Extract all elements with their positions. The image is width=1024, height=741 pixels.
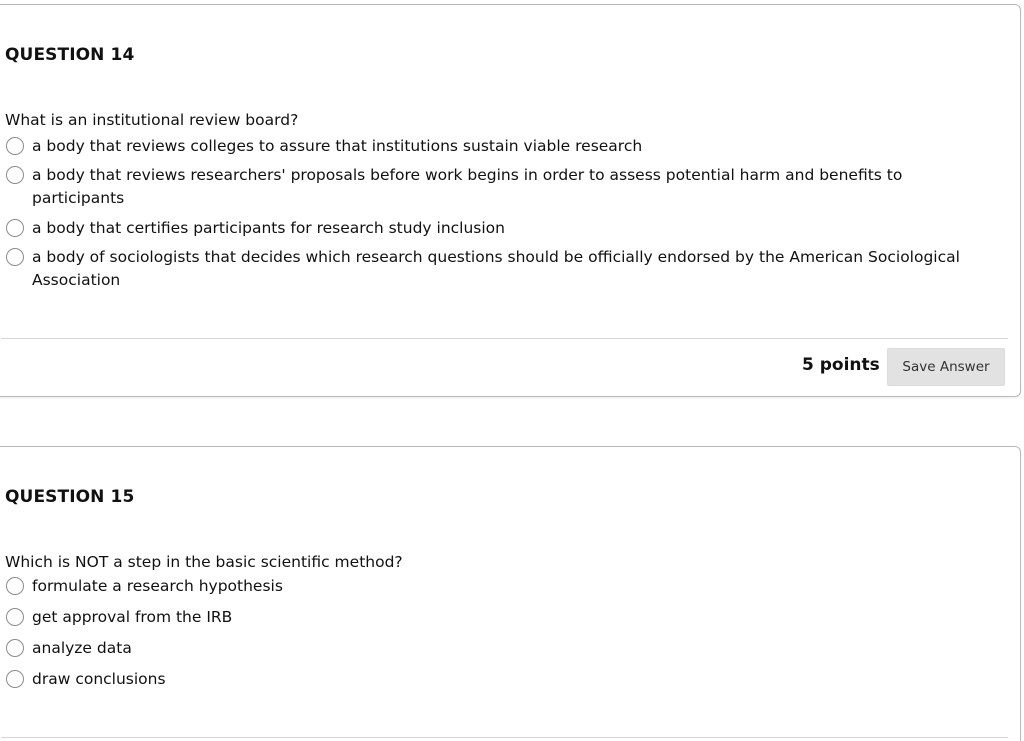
answer-choice[interactable] (6, 575, 966, 598)
question-text: What is an institutional review board? (5, 111, 299, 129)
answer-choice[interactable] (6, 637, 966, 660)
save-answer-button[interactable]: Save Answer (887, 348, 1005, 386)
radio-button[interactable] (6, 219, 24, 237)
radio-button[interactable] (6, 608, 24, 626)
choice-label: get approval from the IRB (32, 608, 233, 626)
radio-button[interactable] (6, 166, 24, 184)
answer-choice[interactable] (6, 217, 966, 240)
answer-choice[interactable] (6, 246, 966, 292)
choice-label: a body of sociologists that decides which research questions should be officially endorsed by the American Sociological Association (32, 248, 960, 289)
answer-choice[interactable] (6, 668, 966, 691)
radio-button[interactable] (6, 137, 24, 155)
answer-choice[interactable] (6, 164, 966, 210)
answer-choices (6, 575, 966, 699)
question-card-15 (0, 446, 1021, 741)
answer-choice[interactable] (6, 606, 966, 629)
radio-button[interactable] (6, 248, 24, 266)
divider (1, 737, 1008, 738)
answer-choice[interactable] (6, 135, 966, 158)
choice-label: a body that reviews researchers' proposals before work begins in order to assess potential harm and benefits to participants (32, 166, 903, 207)
radio-button[interactable] (6, 670, 24, 688)
question-title: QUESTION 14 (5, 45, 135, 65)
question-text: Which is NOT a step in the basic scientific method? (5, 553, 403, 571)
answer-choices (6, 135, 966, 300)
choice-label: draw conclusions (32, 670, 166, 688)
points-label: 5 points (802, 355, 880, 375)
choice-label: analyze data (32, 639, 132, 657)
question-card-14 (0, 4, 1021, 397)
divider (1, 338, 1008, 339)
radio-button[interactable] (6, 639, 24, 657)
choice-label: a body that reviews colleges to assure that institutions sustain viable research (32, 137, 643, 155)
choice-label: a body that certifies participants for research study inclusion (32, 219, 505, 237)
choice-label: formulate a research hypothesis (32, 577, 283, 595)
radio-button[interactable] (6, 577, 24, 595)
question-title: QUESTION 15 (5, 487, 135, 507)
